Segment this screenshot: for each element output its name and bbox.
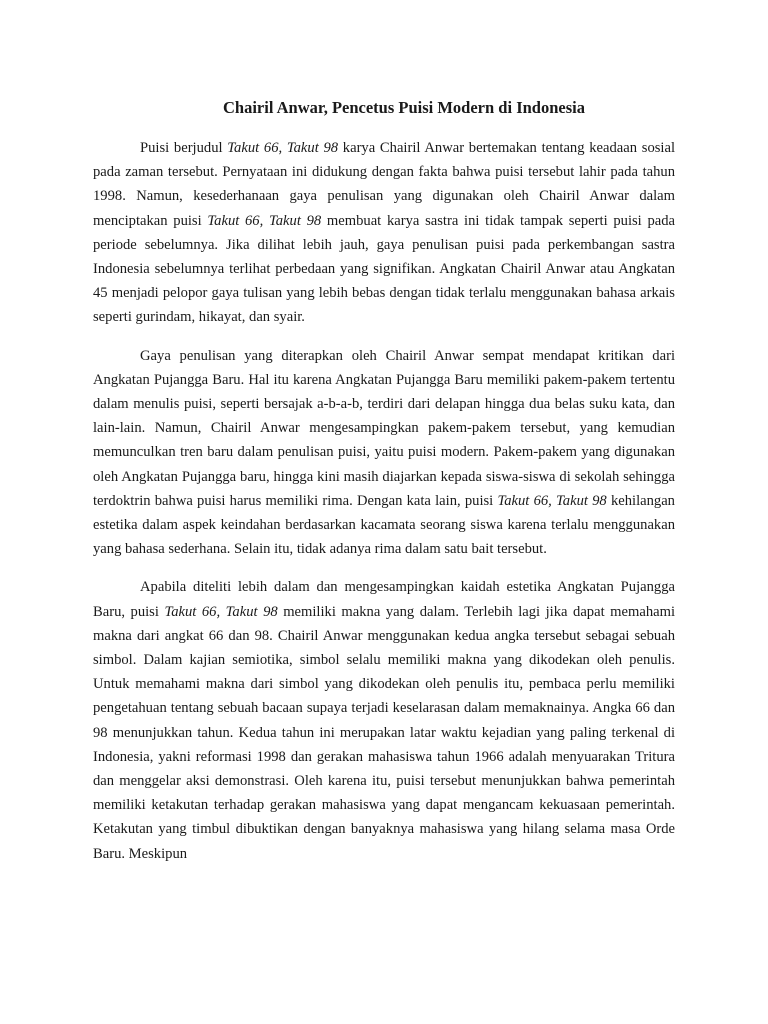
- paragraph-text: kehilangan estetika dalam aspek keindahan berdasarkan kacamata seorang siswa karena terlalu menggunakan yang bahasa sederhana. Selain itu, tidak adanya rima dalam satu bait tersebut.: [93, 492, 675, 558]
- paragraph-text: memiliki makna yang dalam. Terlebih lagi jika dapat memahami makna dari angkat 66 dan 98. Chairil Anwar menggunakan kedua angka tersebut sebagai sebuah simbol. Dalam kajian semiotika, simbol selalu memiliki makna yang dikodekan oleh penulis. Untuk memahami makna dari simbol yang dikodekan oleh penulis itu, pembaca perlu memiliki pengetahuan tentang sebuah bacaan supaya terjadi keselarasan dalam memaknainya. Angka 66 dan 98 menunjukkan tahun. Kedua tahun ini merupakan latar waktu kejadian yang paling terkenal di Indonesia, yakni reformasi 1998 dan gerakan mahasiswa tahun 1966 adalah menyuarakan Tritura dan menggelar aksi demonstrasi. Oleh karena itu, puisi tersebut menunjukkan bahwa pemerintah memiliki ketakutan terhadap gerakan mahasiswa yang dapat mengancam kekuasaan pemerintah. Ketakutan yang timbul dibuktikan dengan banyaknya mahasiswa yang hilang selama masa Orde Baru. Meskipun: [93, 603, 675, 862]
- paragraph-1: [93, 136, 675, 330]
- poem-title-italic: Takut 66, Takut 98: [164, 603, 278, 620]
- document-title: Chairil Anwar, Pencetus Puisi Modern di Indonesia: [223, 98, 585, 117]
- paragraph-2: [93, 344, 675, 562]
- poem-title-italic: Takut 66, Takut 98: [227, 140, 339, 156]
- poem-title-italic: Takut 66, Takut 98: [497, 492, 607, 509]
- poem-title-italic: Takut 66, Takut 98: [207, 212, 322, 229]
- paragraph-text: karya Chairil Anwar bertemakan tentang keadaan sosial pada zaman tersebut. Pernyataan ini didukung dengan fakta bahwa puisi tersebut lahir pada tahun 1998. Namun, kesederhanaan gaya penulisan yang digunakan oleh Chairil Anwar dalam menciptakan puisi: [93, 140, 676, 229]
- document-body: [93, 96, 675, 880]
- paragraph-text: Puisi berjudul: [140, 140, 228, 156]
- paragraph-3: [93, 575, 675, 865]
- paragraph-text: Apabila diteliti lebih dalam dan mengesampingkan kaidah estetika Angkatan Pujangga Baru, puisi: [93, 579, 675, 620]
- paragraph-text: Gaya penulisan yang diterapkan oleh Chairil Anwar sempat mendapat kritikan dari Angkatan Pujangga Baru. Hal itu karena Angkatan Pujangga Baru memiliki pakem-pakem tertentu dalam menulis puisi, seperti bersajak a-b-a-b, terdiri dari delapan hingga dua belas suku kata, dan lain-lain. Namun, Chairil Anwar mengesampingkan pakem-pakem tersebut, yang kemudian memunculkan tren baru dalam penulisan puisi, yaitu puisi modern. Pakem-pakem yang digunakan oleh Angkatan Pujangga baru, hingga kini masih diajarkan kepada siswa-siswa di sekolah sehingga terdoktrin bahwa puisi harus memiliki rima. Dengan kata lain, puisi: [93, 347, 675, 509]
- paragraph-text: membuat karya sastra ini tidak tampak seperti puisi pada periode sebelumnya. Jika dilihat lebih jauh, gaya penulisan puisi pada perkembangan sastra Indonesia sebelumnya terlihat perbedaan yang signifikan. Angkatan Chairil Anwar atau Angkatan 45 menjadi pelopor gaya tulisan yang lebih bebas dengan tidak terlalu menggunakan bahasa arkais seperti gurindam, hikayat, dan syair.: [93, 212, 675, 326]
